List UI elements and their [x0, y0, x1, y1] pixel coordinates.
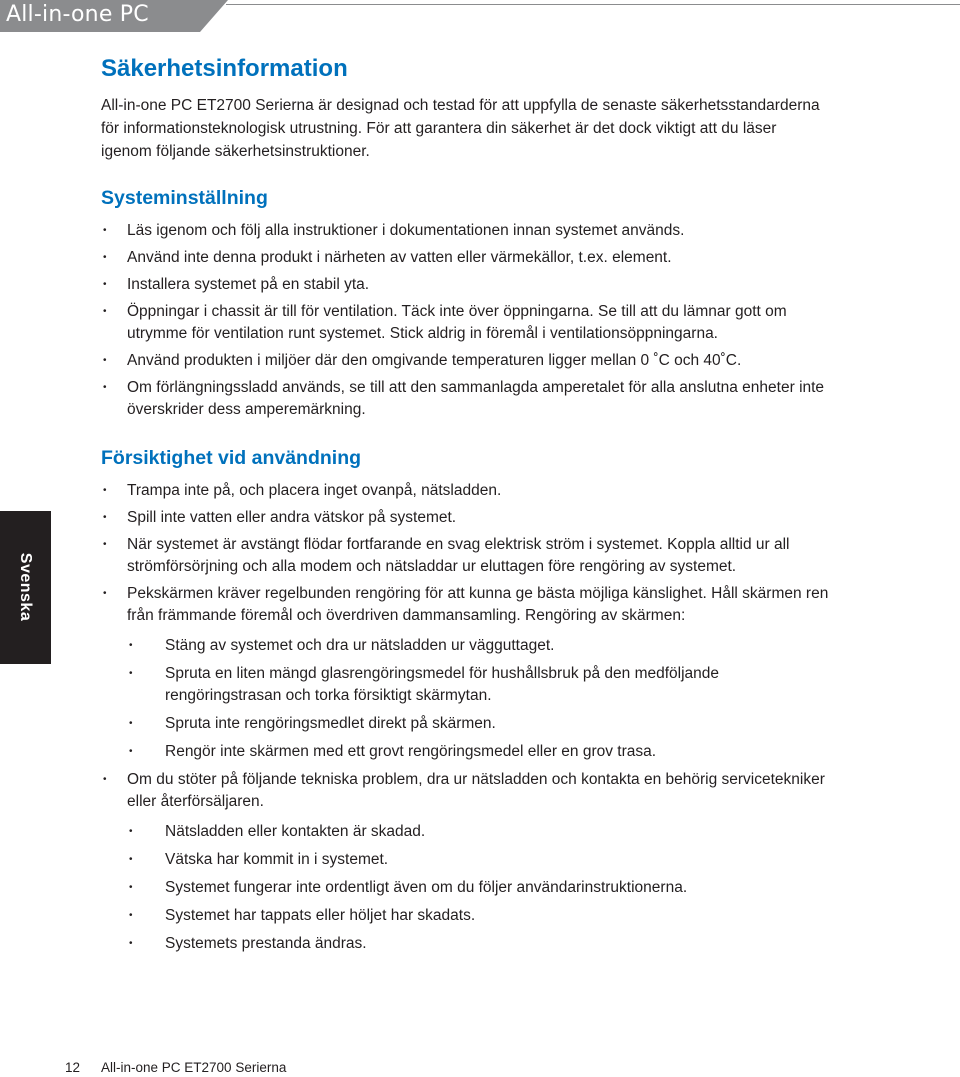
- sub-list-item-text: Systemets prestanda ändras.: [165, 935, 367, 952]
- bullet-icon: •: [103, 382, 107, 393]
- sub-list-item: [127, 821, 831, 843]
- sub-list-item: [127, 635, 831, 657]
- bullet-icon: •: [129, 882, 133, 893]
- list-item: [101, 583, 831, 763]
- bullet-icon: •: [129, 668, 133, 679]
- list-item: [101, 534, 831, 578]
- intro-paragraph: All-in-one PC ET2700 Serierna är designad och testad för att uppfylla de senaste säkerhetsstandarderna för informationsteknologisk utrustning. För att garantera din säkerhet är det dock viktigt att du läser igenom följande säkerhetsinstruktioner.: [101, 97, 820, 160]
- section-heading-system-setup: Systeminställning: [101, 187, 268, 209]
- page-number: 12: [65, 1060, 81, 1075]
- list-item-text: Använd inte denna produkt i närheten av vatten eller värmekällor, t.ex. element.: [127, 249, 672, 266]
- list-item-text: Använd produkten i miljöer där den omgivande temperaturen ligger mellan 0 ˚C och 40˚C.: [127, 352, 742, 369]
- system-setup-list: [101, 220, 831, 421]
- list-item-text: Pekskärmen kräver regelbunden rengöring för att kunna ge bästa möjliga känslighet. Håll skärmen ren från främmande föremål och överdriven dammansamling. Rengöring av skärmen:: [127, 585, 829, 624]
- list-item-text: Trampa inte på, och placera inget ovanpå, nätsladden.: [127, 482, 502, 499]
- list-item: [101, 247, 831, 269]
- list-item: [101, 274, 831, 296]
- sub-list-item: [127, 663, 831, 707]
- list-item-text: Öppningar i chassit är till för ventilation. Täck inte över öppningarna. Se till att du lämnar gott om utrymme för ventilation runt systemet. Stick aldrig in föremål i ventilationsöppningarna.: [127, 303, 787, 342]
- bullet-icon: •: [103, 512, 107, 523]
- list-item: [101, 507, 831, 529]
- sub-list-item-text: Systemet har tappats eller höljet har skadats.: [165, 907, 476, 924]
- bullet-icon: •: [129, 910, 133, 921]
- bullet-icon: •: [129, 718, 133, 729]
- list-item-text: Läs igenom och följ alla instruktioner i dokumentationen innan systemet används.: [127, 222, 685, 239]
- bullet-icon: •: [103, 774, 107, 785]
- header-notch: [200, 0, 228, 32]
- list-item: [101, 480, 831, 502]
- sub-list-item-text: Rengör inte skärmen med ett grovt rengöringsmedel eller en grov trasa.: [165, 743, 657, 760]
- list-item-text: Installera systemet på en stabil yta.: [127, 276, 370, 293]
- sub-list-item: [127, 713, 831, 735]
- sub-list-item: [127, 933, 831, 955]
- bullet-icon: •: [103, 588, 107, 599]
- list-item-text: Spill inte vatten eller andra vätskor på systemet.: [127, 509, 457, 526]
- page-title: Säkerhetsinformation: [101, 55, 348, 82]
- bullet-icon: •: [103, 279, 107, 290]
- bullet-icon: •: [129, 746, 133, 757]
- list-item-text: När systemet är avstängt flödar fortfarande en svag elektrisk ström i systemet. Koppla alltid ur all strömförsörjning och alla modem och nätsladdar ur eluttagen före rengöring av systemet.: [127, 536, 790, 575]
- sub-list-item-text: Spruta inte rengöringsmedlet direkt på skärmen.: [165, 715, 496, 732]
- header-title: All-in-one PC: [0, 0, 200, 32]
- bullet-icon: •: [103, 225, 107, 236]
- bullet-icon: •: [103, 539, 107, 550]
- bullet-icon: •: [129, 826, 133, 837]
- language-side-tab-label: Svenska: [17, 552, 34, 622]
- list-item-text: Om förlängningssladd används, se till att den sammanlagda amperetalet för alla anslutna enheter inte överskrider dess amperemärkning.: [127, 379, 825, 418]
- sub-list-item-text: Spruta en liten mängd glasrengöringsmedel för hushållsbruk på den medföljande rengöringstrasan och torka försiktigt skärmytan.: [165, 665, 720, 704]
- sub-list-item: [127, 849, 831, 871]
- problems-list: [127, 821, 831, 955]
- page-content: [101, 54, 831, 961]
- list-item: [101, 769, 831, 955]
- sub-list-item-text: Nätsladden eller kontakten är skadad.: [165, 823, 426, 840]
- sub-list-item-text: Stäng av systemet och dra ur nätsladden ur vägguttaget.: [165, 637, 555, 654]
- bullet-icon: •: [103, 355, 107, 366]
- cleaning-steps-list: [127, 635, 831, 763]
- list-item: [101, 301, 831, 345]
- list-item-text: Om du stöter på följande tekniska problem, dra ur nätsladden och kontakta en behörig servicetekniker eller återförsäljaren.: [127, 771, 825, 810]
- header-rule: [226, 4, 960, 5]
- sub-list-item: [127, 741, 831, 763]
- section-heading-caution: Försiktighet vid användning: [101, 447, 362, 469]
- footer-product-name: All-in-one PC ET2700 Serierna: [101, 1060, 287, 1075]
- sub-list-item: [127, 905, 831, 927]
- bullet-icon: •: [129, 854, 133, 865]
- list-item: [101, 350, 831, 372]
- bullet-icon: •: [103, 306, 107, 317]
- bullet-icon: •: [103, 252, 107, 263]
- list-item: [101, 377, 831, 421]
- bullet-icon: •: [103, 485, 107, 496]
- sub-list-item-text: Systemet fungerar inte ordentligt även om du följer användarinstruktionerna.: [165, 879, 688, 896]
- bullet-icon: •: [129, 640, 133, 651]
- list-item: [101, 220, 831, 242]
- caution-list: [101, 480, 831, 955]
- sub-list-item-text: Vätska har kommit in i systemet.: [165, 851, 389, 868]
- language-side-tab: [0, 511, 51, 664]
- sub-list-item: [127, 877, 831, 899]
- bullet-icon: •: [129, 938, 133, 949]
